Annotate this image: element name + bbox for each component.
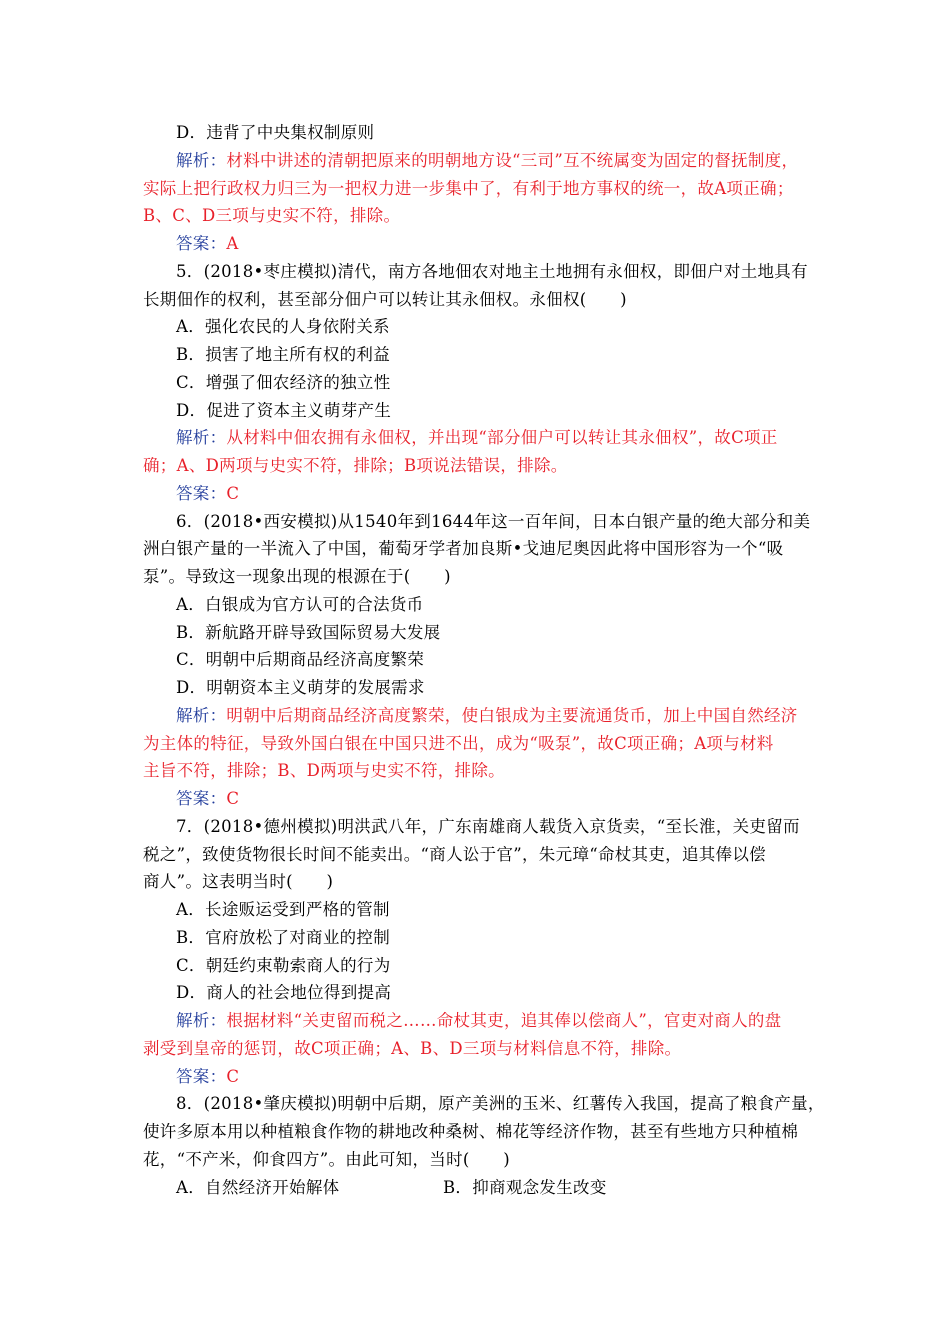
question-text: 洲白银产量的一半流入了中国，葡萄牙学者加良斯•戈迪尼奥因此将中国形容为一个“吸 <box>143 539 784 559</box>
option-item: B．损害了地主所有权的利益 <box>176 345 391 364</box>
answer-label: 答案： <box>176 483 227 503</box>
answer-value: C <box>226 483 240 503</box>
analysis-text: 主旨不符，排除；B、D两项与史实不符，排除。 <box>143 761 505 781</box>
analysis-text: 材料中讲述的清朝把原来的明朝地方设“三司”互不统属变为固定的督抚制度， <box>226 150 799 170</box>
question-text: 8．(2018•肇庆模拟)明朝中后期，原产美洲的玉米、红薯传入我国，提高了粮食产量， <box>176 1094 825 1114</box>
answer-line <box>176 480 239 508</box>
question-text: 泵”。导致这一现象出现的根源在于( ) <box>143 567 451 586</box>
question-text: 花，“不产米，仰食四方”。由此可知，当时( ) <box>143 1149 510 1169</box>
answer-line <box>176 230 239 258</box>
option-item: D．明朝资本主义萌芽的发展需求 <box>176 678 425 697</box>
answer-line <box>176 1063 239 1091</box>
analysis-text: 剥受到皇帝的惩罚，故C项正确；A、B、D三项与材料信息不符，排除。 <box>143 1038 682 1058</box>
answer-line <box>176 785 239 813</box>
option-item: A．自然经济开始解体 <box>176 1177 340 1197</box>
option-item: B．新航路开辟导致国际贸易大发展 <box>176 622 441 642</box>
analysis-line <box>176 424 778 452</box>
analysis-label: 解析： <box>176 1011 227 1030</box>
analysis-line <box>176 1007 781 1035</box>
analysis-text: 确；A、D两项与史实不符，排除；B项说法错误，排除。 <box>143 456 568 475</box>
option-item: D．违背了中央集权制原则 <box>176 123 375 142</box>
option-item: B．抑商观念发生改变 <box>443 1177 607 1197</box>
question-text: 7．(2018•德州模拟)明洪武八年，广东南雄商人载货入京货卖，“至长淮，关吏留而 <box>176 816 800 836</box>
analysis-line <box>176 147 798 175</box>
option-item: A．强化农民的人身依附关系 <box>176 317 390 337</box>
option-item: C．增强了佃农经济的独立性 <box>176 372 391 392</box>
option-item: C．明朝中后期商品经济高度繁荣 <box>176 650 425 670</box>
question-text: 6．(2018•西安模拟)从1540年到1644年这一百年间，日本白银产量的绝大部分和美 <box>176 511 811 531</box>
analysis-label: 解析： <box>176 705 227 725</box>
answer-value: C <box>226 1066 240 1086</box>
option-row <box>176 1174 876 1202</box>
analysis-label: 解析： <box>176 428 227 448</box>
question-text: 长期佃作的权利，甚至部分佃户可以转让其永佃权。永佃权( ) <box>143 289 627 309</box>
analysis-text: 为主体的特征，导致外国白银在中国只进不出，成为“吸泵”，故C项正确；A项与材料 <box>143 733 774 753</box>
answer-label: 答案： <box>176 1066 227 1086</box>
option-item: D．促进了资本主义萌芽产生 <box>176 400 392 420</box>
question-text: 使许多原本用以种植粮食作物的耕地改种桑树、棉花等经济作物，甚至有些地方只种植棉 <box>143 1122 799 1141</box>
option-item: B．官府放松了对商业的控制 <box>176 927 391 947</box>
analysis-text: 从材料中佃农拥有永佃权，并出现“部分佃户可以转让其永佃权”，故C项正 <box>226 428 778 448</box>
answer-value: A <box>226 234 239 253</box>
option-item: C．朝廷约束勒索商人的行为 <box>176 955 391 975</box>
analysis-line <box>176 702 798 730</box>
question-text: 商人”。这表明当时( ) <box>143 872 334 892</box>
analysis-text: B、C、D三项与史实不符，排除。 <box>143 206 401 226</box>
option-item: A．白银成为官方认可的合法货币 <box>176 594 424 614</box>
analysis-text: 明朝中后期商品经济高度繁荣，使白银成为主要流通货币，加上中国自然经济 <box>226 705 798 725</box>
option-item: D．商人的社会地位得到提高 <box>176 983 392 1003</box>
answer-value: C <box>226 789 240 808</box>
answer-label: 答案： <box>176 789 227 808</box>
analysis-text: 根据材料“关吏留而税之……命杖其吏，追其俸以偿商人”，官吏对商人的盘 <box>226 1011 782 1030</box>
answer-label: 答案： <box>176 234 227 253</box>
analysis-label: 解析： <box>176 150 227 170</box>
option-item: A．长途贩运受到严格的管制 <box>176 900 390 919</box>
question-text: 5．(2018•枣庄模拟)清代，南方各地佃农对地主土地拥有永佃权，即佃户对土地具有 <box>176 261 808 281</box>
question-text: 税之”，致使货物很长时间不能卖出。“商人讼于官”，朱元璋“命杖其吏，追其俸以偿 <box>143 844 766 864</box>
analysis-text: 实际上把行政权力归三为一把权力进一步集中了，有利于地方事权的统一，故A项正确； <box>143 178 794 198</box>
